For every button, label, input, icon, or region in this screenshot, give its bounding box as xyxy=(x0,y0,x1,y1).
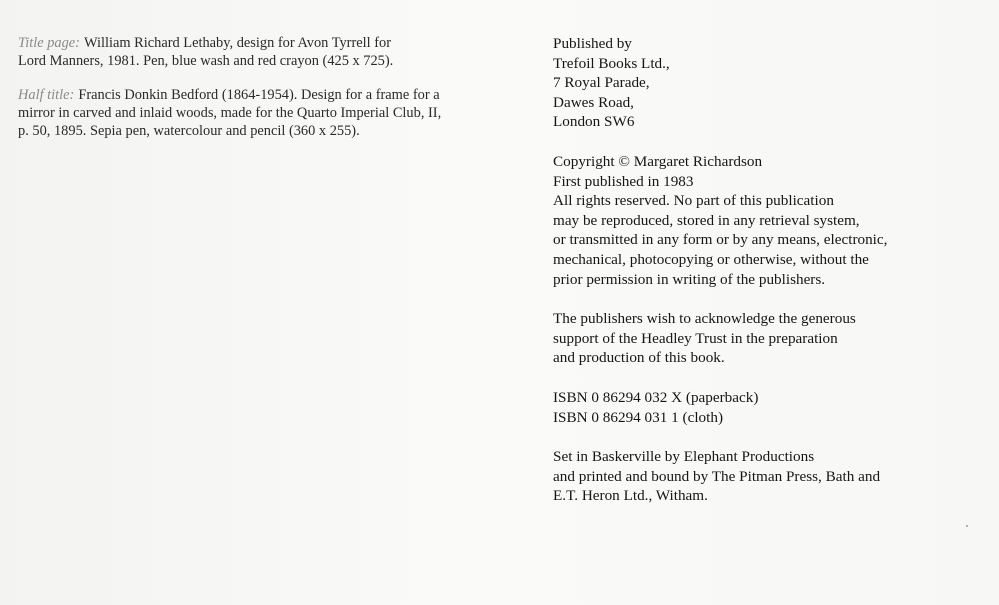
copyright-line: Copyright © Margaret Richardson xyxy=(553,152,763,170)
copyright-line: or transmitted in any form or by any means, electronic, xyxy=(553,231,888,249)
copyright-line: mechanical, photocopying or otherwise, without the xyxy=(553,250,869,268)
printer-line: and printed and bound by The Pitman Press, Bath and xyxy=(553,467,881,485)
isbn-line: ISBN 0 86294 031 1 (cloth) xyxy=(553,408,724,426)
copyright-line: prior permission in writing of the publishers. xyxy=(553,270,826,288)
isbn-line: ISBN 0 86294 032 X (paperback) xyxy=(553,388,759,406)
caption-text: mirror in carved and inlaid woods, made for the Quarto Imperial Club, II, xyxy=(18,105,442,121)
acknowledgement-line: The publishers wish to acknowledge the generous xyxy=(553,310,856,328)
publisher-address xyxy=(553,34,973,132)
publisher-line: Published by xyxy=(553,35,632,52)
publisher-line: 7 Royal Parade, xyxy=(553,74,650,92)
caption-text: William Richard Lethaby, design for Avon Tyrrell for xyxy=(83,35,392,51)
isbn-block xyxy=(553,388,973,427)
imprint-column xyxy=(553,34,973,526)
publisher-line: London SW6 xyxy=(553,113,635,131)
publisher-line: Dawes Road, xyxy=(553,93,634,111)
caption-label: Title page: xyxy=(18,35,80,51)
title-page-caption xyxy=(18,34,508,70)
caption-text: Lord Manners, 1981. Pen, blue wash and red crayon (425 x 725). xyxy=(18,53,394,69)
caption-text: Francis Donkin Bedford (1864-1954). Design for a frame for a xyxy=(78,87,440,103)
copyright-line: may be reproduced, stored in any retrieval system, xyxy=(553,211,860,229)
illustration-captions xyxy=(18,34,508,156)
acknowledgement-line: and production of this book. xyxy=(553,349,725,367)
printer-line: E.T. Heron Ltd., Witham. xyxy=(553,487,708,505)
caption-text: p. 50, 1895. Sepia pen, watercolour and pencil (360 x 255). xyxy=(18,123,360,139)
copyright-line: All rights reserved. No part of this publication xyxy=(553,192,834,210)
acknowledgement-line: support of the Headley Trust in the preparation xyxy=(553,329,838,347)
caption-label: Half title: xyxy=(18,87,75,103)
publisher-line: Trefoil Books Ltd., xyxy=(553,54,670,72)
copyright-line: First published in 1983 xyxy=(553,172,694,190)
printer-line: Set in Baskerville by Elephant Productions xyxy=(553,448,815,466)
acknowledgement xyxy=(553,309,973,368)
half-title-caption xyxy=(18,86,508,140)
copyright-notice xyxy=(553,152,973,289)
paper-speck xyxy=(966,525,968,527)
printer-credits xyxy=(553,447,973,506)
